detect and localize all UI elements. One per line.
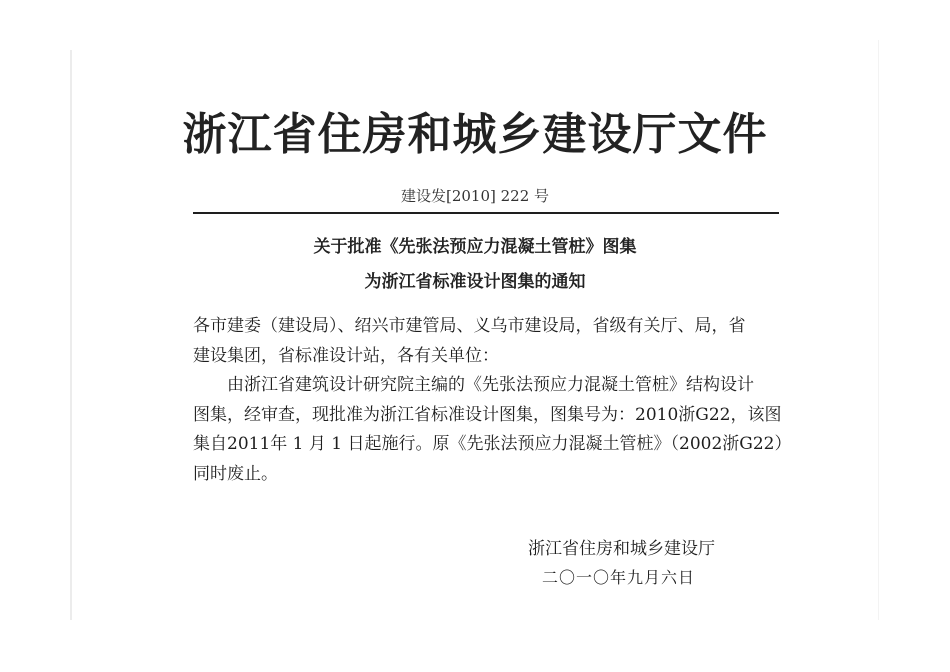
subject-line-1: 关于批准《先张法预应力混凝土管桩》图集 (313, 237, 637, 257)
issuing-authority: 浙江省住房和城乡建设厅 (528, 539, 715, 559)
document-header-title: 浙江省住房和城乡建设厅文件 (182, 109, 768, 160)
body-line-5: 集自2011年 1 月 1 日起施行。原《先张法预应力混凝土管桩》（2002浙G22） (193, 434, 792, 454)
subject-line-2: 为浙江省标准设计图集的通知 (364, 272, 586, 292)
body-line-2: 建设集团，省标准设计站，各有关单位： (193, 345, 499, 366)
body-line-1: 各市建委（建设局）、绍兴市建管局、义乌市建设局，省级有关厅、局，省 (193, 316, 746, 336)
header-divider-rule (193, 212, 779, 214)
body-line-3: 由浙江省建筑设计研究院主编的《先张法预应力混凝土管桩》结构设计 (227, 375, 754, 395)
notice-body (193, 312, 793, 489)
issue-date: 二〇一〇年九月六日 (542, 568, 696, 587)
body-line-6: 同时废止。 (193, 463, 278, 484)
document-number: 建设发[2010] 222 号 (400, 187, 550, 205)
body-line-4: 图集，经审查，现批准为浙江省标准设计图集，图集号为：2010浙G22，该图 (193, 404, 782, 425)
